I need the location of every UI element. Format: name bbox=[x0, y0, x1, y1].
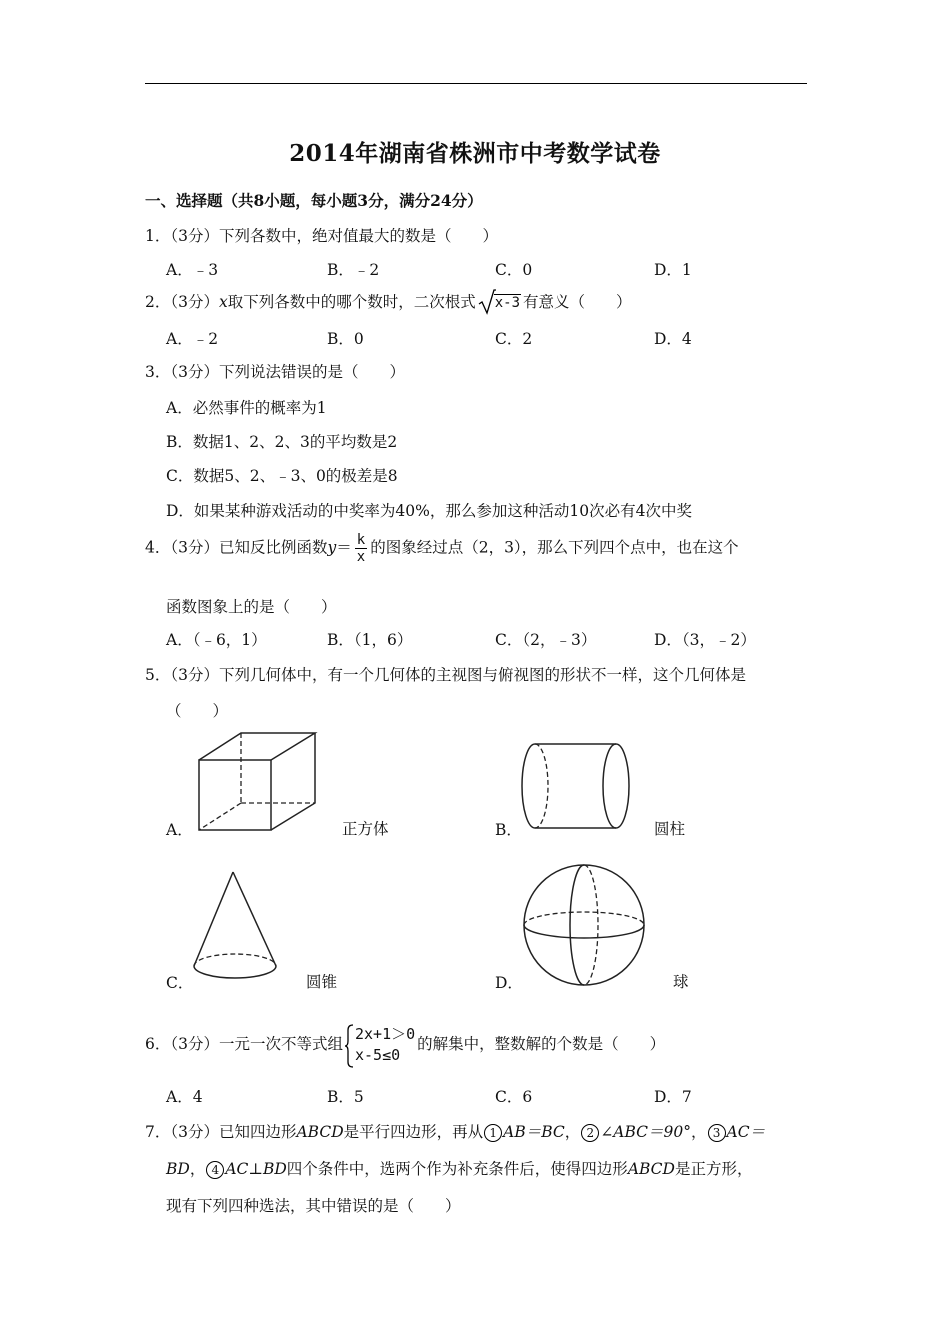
q1-option-a: A．﹣3 bbox=[166, 261, 219, 279]
q7-number: 7．（3分）已知四边形 bbox=[145, 1123, 297, 1141]
q6-number: 6．（3分）一元一次不等式组 bbox=[145, 1035, 343, 1053]
q4-option-c: C．（2，﹣3） bbox=[495, 631, 597, 649]
q1-option-d: D．1 bbox=[654, 261, 692, 279]
q7-circled-2: 2 bbox=[581, 1124, 599, 1142]
q7-separator: ， bbox=[564, 1123, 581, 1141]
q4-equals: ＝ bbox=[336, 538, 352, 557]
q3-option-b: B．数据1、2、2、3的平均数是2 bbox=[166, 433, 398, 451]
q3-stem: 3．（3分）下列说法错误的是（ ） bbox=[145, 363, 405, 381]
q7-quad-name: ABCD bbox=[296, 1123, 344, 1141]
q7-separator: ， bbox=[189, 1160, 206, 1178]
q6-option-a: A．4 bbox=[166, 1088, 203, 1106]
q2-number: 2．（3分） bbox=[145, 293, 219, 311]
q7-condition-3-end: BD bbox=[166, 1160, 190, 1178]
q2-text: 取下列各数中的哪个数时，二次根式 bbox=[227, 293, 476, 311]
q5-option-c-label: 圆锥 bbox=[306, 973, 338, 991]
q2-radical bbox=[478, 293, 521, 311]
q4-option-a: A．（﹣6，1） bbox=[166, 631, 267, 649]
q7-quad-name-2: ABCD bbox=[627, 1160, 675, 1178]
q2-option-b: B．0 bbox=[327, 330, 364, 348]
q6-option-d: D．7 bbox=[654, 1088, 692, 1106]
section-heading: 一、选择题（共8小题，每小题3分，满分24分） bbox=[145, 191, 483, 210]
q6-option-b: B．5 bbox=[327, 1088, 364, 1106]
q1-option-b: B．﹣2 bbox=[327, 261, 380, 279]
page-title: 2014年湖南省株洲市中考数学试卷 bbox=[289, 140, 661, 167]
q6-inequality-system bbox=[345, 1024, 415, 1066]
q5-option-a-label: 正方体 bbox=[342, 820, 389, 838]
q7-separator: ， bbox=[691, 1123, 707, 1141]
cylinder-figure bbox=[518, 740, 633, 835]
q5-option-d: D． bbox=[495, 974, 523, 992]
q4-y: y bbox=[327, 538, 337, 557]
q3-option-a: A．必然事件的概率为1 bbox=[166, 399, 327, 417]
q1-stem: 1．（3分）下列各数中，绝对值最大的数是（ ） bbox=[145, 227, 498, 245]
q6-inequality-1: 2x+1＞0 bbox=[354, 1025, 416, 1043]
q2-stem bbox=[145, 290, 632, 312]
q4-number: 4．（3分）已知反比例函数 bbox=[145, 538, 328, 557]
q5-paren: （ ） bbox=[166, 702, 229, 720]
q4-option-b: B．（1，6） bbox=[327, 631, 413, 649]
q7-text-2: 四个条件中，选两个作为补充条件后，使得四边形 bbox=[286, 1160, 628, 1178]
q7-condition-2: ∠ABC＝90° bbox=[600, 1123, 692, 1141]
q5-option-d-label: 球 bbox=[673, 973, 689, 991]
q7-condition-3: AC＝ bbox=[726, 1123, 766, 1141]
q4-fraction bbox=[355, 532, 367, 565]
q7-circled-3: 3 bbox=[708, 1124, 726, 1142]
q2-variable: x bbox=[218, 293, 228, 311]
cone-figure bbox=[190, 868, 282, 988]
q7-circled-1: 1 bbox=[484, 1124, 502, 1142]
q3-option-d: D．如果某种游戏活动的中奖率为40%，那么参加这种活动10次必有4次中奖 bbox=[166, 502, 692, 520]
header-rule bbox=[145, 83, 807, 84]
q7-stem-line2 bbox=[166, 1157, 753, 1179]
q7-stem-line1 bbox=[145, 1120, 765, 1142]
q7-condition-1: AB＝BC bbox=[503, 1123, 565, 1141]
q5-option-a: A． bbox=[166, 821, 193, 839]
q5-stem: 5．（3分）下列几何体中，有一个几何体的主视图与俯视图的形状不一样，这个几何体是 bbox=[145, 666, 746, 684]
q6-inequality-2: x-5≤0 bbox=[354, 1046, 401, 1064]
q2-radicand: x-3 bbox=[494, 295, 521, 311]
q7-stem-line3: 现有下列四种选法，其中错误的是（ ） bbox=[166, 1197, 461, 1215]
q4-denominator: x bbox=[356, 549, 366, 565]
q2-text-end: 有意义（ ） bbox=[523, 293, 632, 311]
q7-text: 是平行四边形，再从 bbox=[343, 1123, 484, 1141]
q4-numerator: k bbox=[356, 532, 366, 548]
q4-option-d: D．（3，﹣2） bbox=[654, 631, 756, 649]
q6-text-end: 的解集中，整数解的个数是（ ） bbox=[417, 1035, 666, 1053]
q4-stem-line2: 函数图象上的是（ ） bbox=[166, 598, 337, 616]
q7-condition-4: AC⊥BD bbox=[225, 1160, 287, 1178]
q2-option-a: A．﹣2 bbox=[166, 330, 219, 348]
q5-option-c: C． bbox=[166, 974, 194, 992]
q3-option-c: C．数据5、2、﹣3、0的极差是8 bbox=[166, 467, 398, 485]
q5-option-b-label: 圆柱 bbox=[654, 820, 686, 838]
q5-option-b: B． bbox=[495, 821, 522, 839]
q7-text-3: 是正方形， bbox=[674, 1160, 753, 1178]
cube-figure bbox=[195, 730, 325, 835]
q2-option-c: C．2 bbox=[495, 330, 533, 348]
q4-stem bbox=[145, 532, 739, 565]
q4-text-end: 的图象经过点（2，3），那么下列四个点中，也在这个 bbox=[370, 538, 739, 557]
q6-stem bbox=[145, 1024, 665, 1066]
q2-option-d: D．4 bbox=[654, 330, 692, 348]
sphere-figure bbox=[520, 860, 650, 990]
q7-circled-4: 4 bbox=[206, 1161, 224, 1179]
q1-option-c: C．0 bbox=[495, 261, 533, 279]
q6-option-c: C．6 bbox=[495, 1088, 533, 1106]
